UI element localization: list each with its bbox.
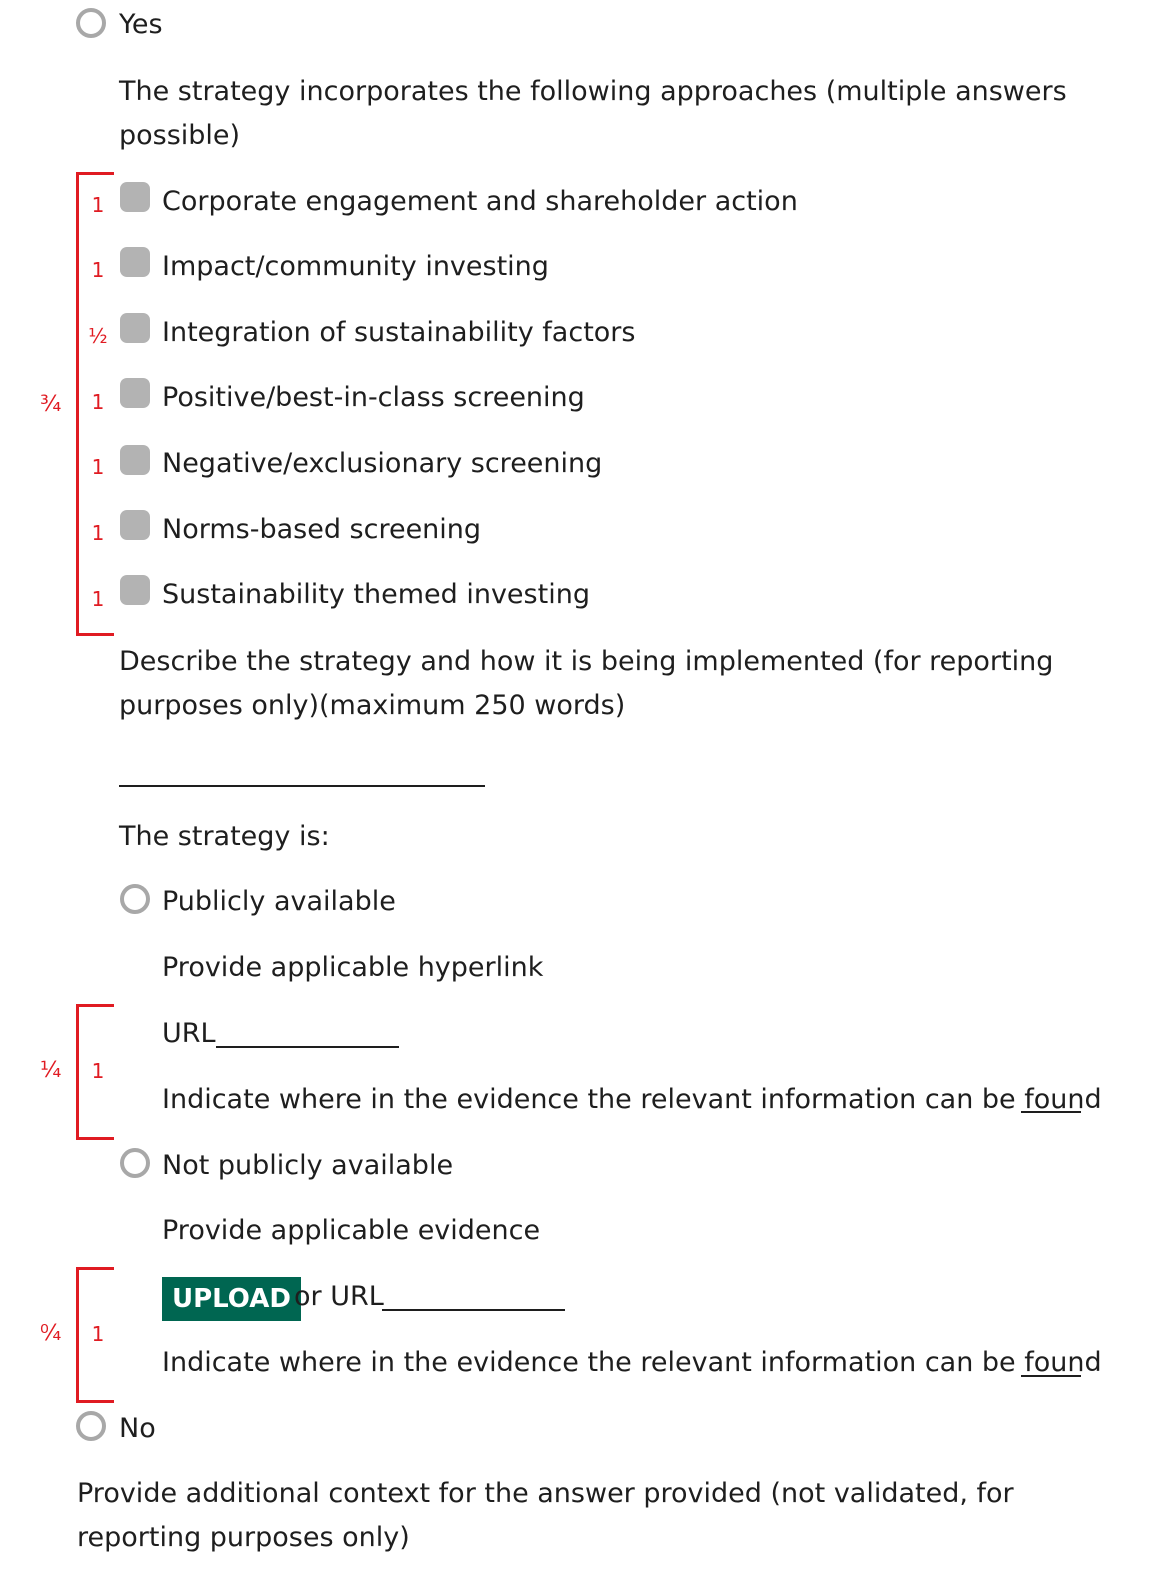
approach-checkbox[interactable] — [120, 575, 150, 605]
not-publicly-available-label: Not publicly available — [162, 1150, 454, 1181]
describe-strategy-input[interactable] — [119, 785, 485, 787]
approach-label: Norms-based screening — [162, 514, 482, 545]
not-public-url-input[interactable] — [382, 1309, 565, 1311]
approach-checkbox[interactable] — [120, 510, 150, 540]
approach-score: 1 — [91, 455, 105, 479]
public-total-score: ¼ — [40, 1058, 62, 1083]
publicly-available-label: Publicly available — [162, 886, 396, 917]
approach-score: 1 — [91, 521, 105, 545]
public-url-label: URL — [162, 1018, 216, 1049]
not-public-indicate-label: Indicate where in the evidence the relevant information can be found — [162, 1347, 1102, 1378]
no-radio[interactable] — [76, 1411, 106, 1441]
not-public-indicate-input[interactable] — [1021, 1375, 1081, 1377]
approach-label: Negative/exclusionary screening — [162, 448, 603, 479]
public-indicate-label: Indicate where in the evidence the relevant information can be found — [162, 1084, 1102, 1115]
not-publicly-available-radio[interactable] — [120, 1148, 150, 1178]
approach-score: 1 — [91, 390, 105, 414]
public-score: 1 — [91, 1059, 105, 1083]
public-url-input[interactable] — [216, 1046, 399, 1048]
additional-context-prompt: Provide additional context for the answer provided (not validated, for reporting purposes only) — [77, 1478, 1014, 1553]
yes-label: Yes — [119, 9, 163, 40]
publicly-available-radio[interactable] — [120, 884, 150, 914]
approach-checkbox[interactable] — [120, 182, 150, 212]
approach-score: 1 — [91, 258, 105, 282]
approach-label: Impact/community investing — [162, 251, 549, 282]
approach-score: 1 — [91, 193, 105, 217]
approaches-heading: The strategy incorporates the following approaches (multiple answers possible) — [119, 76, 1067, 151]
approach-checkbox[interactable] — [120, 445, 150, 475]
approach-checkbox[interactable] — [120, 378, 150, 408]
no-label: No — [119, 1413, 156, 1444]
approaches-total-score: ¾ — [40, 392, 62, 417]
not-public-total-score: ⁰⁄₄ — [40, 1321, 62, 1346]
not-public-score: 1 — [91, 1322, 105, 1346]
approach-label: Integration of sustainability factors — [162, 317, 636, 348]
upload-button[interactable]: UPLOAD — [162, 1277, 301, 1321]
approach-label: Positive/best-in-class screening — [162, 382, 585, 413]
evidence-hint: Provide applicable evidence — [162, 1215, 541, 1246]
approach-label: Sustainability themed investing — [162, 579, 590, 610]
hyperlink-hint: Provide applicable hyperlink — [162, 952, 544, 983]
public-indicate-input[interactable] — [1021, 1111, 1081, 1113]
approach-score: ½ — [88, 324, 108, 348]
describe-strategy-prompt: Describe the strategy and how it is being implemented (for reporting purposes only)(maximum 250 words) — [119, 646, 1054, 721]
approach-label: Corporate engagement and shareholder action — [162, 186, 798, 217]
yes-radio[interactable] — [76, 8, 106, 38]
or-url-label: or URL — [294, 1281, 384, 1312]
approach-checkbox[interactable] — [120, 247, 150, 277]
approach-checkbox[interactable] — [120, 313, 150, 343]
approach-score: 1 — [91, 587, 105, 611]
strategy-is-label: The strategy is: — [119, 821, 330, 852]
